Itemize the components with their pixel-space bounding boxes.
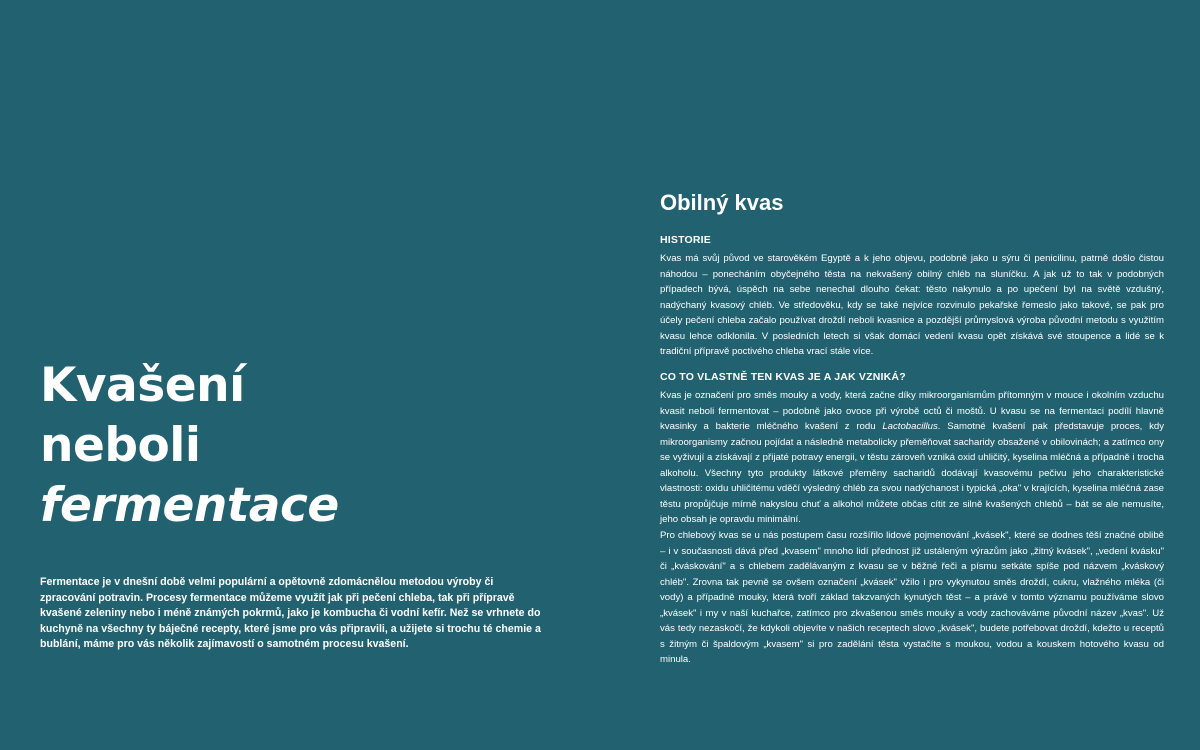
chapter-title <box>40 356 339 536</box>
lactobacillus-term: Lactobacillus <box>882 421 938 432</box>
co-to-heading: CO TO VLASTNĚ TEN KVAS JE A JAK VZNIKÁ? <box>660 371 906 383</box>
co-to-text <box>660 388 1164 528</box>
historie-text: Kvas má svůj původ ve starověkém Egyptě a k jeho objevu, podobně jako u sýru či penicilinu, patrně došlo čistou náhodou – ponecháním obyčejného těsta na nekvašený obilný chléb na sluníčku. A jak už to tak v podobných případech bývá, úspěch na sebe nenechal dlouho čekat: těsto nakynulo a po upečení byl na světě vzdušný, nadýchaný kvasový chléb. Ve středověku, kdy se také nejvíce rozvinulo pekařské řemeslo jako takové, se pak pro účely pečení chleba začalo používat droždí neboli kvasnice a pozdější průmyslová výroba původní metodu s využitím kvasu lehce odklonila. V posledních letech si však domácí vedení kvasu opět získává své stoupence a lidé se k tradiční přípravě poctivého chleba vrací stále více. <box>660 253 1164 357</box>
historie-section <box>660 233 1164 360</box>
chapter-intro: Fermentace je v dnešní době velmi populární a opětovně zdomácnělou metodou výroby či zpracování potravin. Procesy fermentace můžeme využít jak při pečení chleba, tak při přípravě kvašené zeleniny nebo i méně známých pokrmů, jako je kombucha či vodní kefír. Než se vrhnete do kuchyně na všechny ty báječné recepty, které jsme pro vás připravili, a užijete si trochu té chemie a bublání, máme pro vás několik zajímavostí o samotném procesu kvašení. <box>40 576 541 650</box>
historie-heading: HISTORIE <box>660 234 711 246</box>
chapter-title-line-2: neboli <box>40 418 201 473</box>
co-to-text-part-1: Kvas je označení pro směs mouky a vody, která začne díky mikroorganismům přítomným v mouce i okolním vzduchu kvasit neboli fermentovat – podobně jako ovoce při výrobě octů či moštů. U kvasu se na fermentaci podílí hlavně kvasinky a bakterie mléčného kvašení z rodu <box>660 390 1164 432</box>
co-to-text-part-2: . Samotné kvašení pak představuje proces, kdy mikroorganismy začnou pojídat a následně metabolicky přeměňovat sacharidy obsažené v obilovinách; a zatímco ony se vyživují a získávají z přijaté potravy energii, v těstu zároveň vzniká oxid uhličitý, kyselina mléčná a případně i trocha alkoholu. Všechny tyto produkty látkové přeměny sacharidů dodávají kvasovému pečivu jeho charakteristické vlastnosti: oxidu uhličitému vděčí výsledný chléb za svou nadýchanost i typická „oka" v krajících, kyselina mléčná zase těstu propůjčuje mírně nakyslou chuť a alkohol můžete občas cítit ze silně kvašených chlebů – bát se ale nemusíte, jeho obsah je opravdu minimální. <box>660 421 1164 525</box>
co-to-section <box>660 370 1164 528</box>
chlebovy-kvas-text: Pro chlebový kvas se u nás postupem času rozšířilo lidové pojmenování „kvásek", které se dodnes těší značné oblibě – i v současnosti dává před „kvasem" mnoho lidí přednost již ustáleným výrazům jako „žitný kvásek", „vedení kvásku" či „kváskování" a s chlebem zadělávaným z kvasu se v běžné řeči a písmu setkáte spíše pod názvem „kváskový chléb". Zrovna tak pevně se ovšem označení „kvásek" vžilo i pro vykynutou směs droždí, cukru, vlažného mléka (či vody) a případně mouky, která tvoří základ takzvaných kynutých těst – a právě v tomto významu používáme slovo „kvásek" i my v naší kuchařce, zatímco pro zkvašenou směs mouky a vody zachováváme původní název „kvas". Už vás tedy nezaskočí, že kdykoli objevíte v našich receptech slovo „kvásek", budete potřebovat droždí, kdežto u receptů s žitným či špaldovým „kvasem" si pro zadělání těsta vystačíte s moukou, vodou a kouskem hotového kvasu od minula. <box>660 530 1164 665</box>
chapter-title-line-3: fermentace <box>40 478 339 533</box>
chlebovy-kvas-section <box>660 528 1164 668</box>
right-page <box>660 0 1172 750</box>
section-title: Obilný kvas <box>660 190 784 215</box>
chapter-title-line-1: Kvašení <box>40 358 245 413</box>
